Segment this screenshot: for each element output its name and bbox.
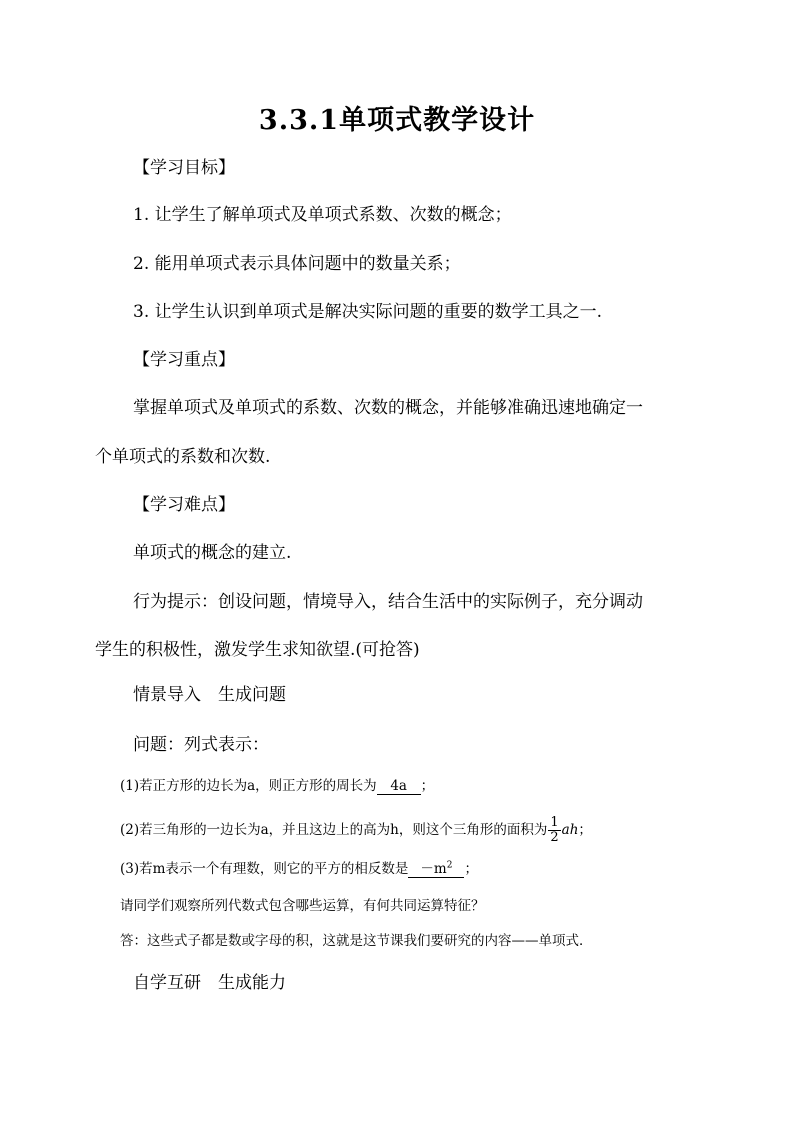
keypoints-heading: 【学习重点】 — [133, 350, 235, 370]
fraction-numerator: 1 — [550, 815, 559, 830]
question-3-answer-base: －m — [420, 861, 447, 877]
objective-item-2: 2. 能用单项式表示具体问题中的数量关系； — [133, 254, 461, 274]
question-2 — [120, 812, 592, 848]
question-1-answer: 4a — [377, 778, 421, 795]
objectives-heading: 【学习目标】 — [133, 158, 235, 178]
question-1 — [120, 776, 434, 796]
behavior-tip-line1: 行为提示：创设问题，情境导入，结合生活中的实际例子，充分调动 — [133, 592, 643, 612]
behavior-tip-line2: 学生的积极性，激发学生求知欲望.(可抢答) — [95, 640, 420, 660]
objective-item-3: 3. 让学生认识到单项式是解决实际问题的重要的数学工具之一. — [133, 302, 603, 322]
question-1-prefix: (1)若正方形的边长为a，则正方形的周长为 — [120, 778, 377, 794]
difficulties-text: 单项式的概念的建立. — [133, 543, 292, 563]
observation-prompt: 请同学们观察所列代数式包含哪些运算，有何共同运算特征？ — [120, 898, 485, 914]
answer-text: 答：这些式子都是数或字母的积，这就是这节课我们要研究的内容——单项式． — [120, 933, 593, 949]
question-2-suffix: ； — [578, 822, 592, 838]
question-3-answer — [408, 861, 464, 878]
question-2-prefix: (2)若三角形的一边长为a，并且这边上的高为h，则这个三角形的面积为 — [120, 822, 548, 838]
fraction-denominator: 2 — [550, 830, 559, 845]
keypoints-text-line1: 掌握单项式及单项式的系数、次数的概念，并能够准确迅速地确定一 — [133, 398, 643, 418]
question-intro: 问题：列式表示： — [133, 735, 269, 755]
section-heading-selfstudy: 自学互研 生成能力 — [133, 973, 286, 993]
section-heading-situation: 情景导入 生成问题 — [133, 685, 286, 705]
question-2-fraction — [548, 816, 560, 845]
difficulties-heading: 【学习难点】 — [133, 495, 235, 515]
question-3-answer-exponent: 2 — [446, 860, 453, 871]
page-title: 3.3.1单项式教学设计 — [258, 105, 536, 136]
objective-item-1: 1. 让学生了解单项式及单项式系数、次数的概念； — [133, 205, 512, 225]
question-3-prefix: (3)若m表示一个有理数，则它的平方的相反数是 — [120, 861, 409, 877]
question-3-suffix: ； — [464, 861, 478, 877]
question-2-expression: ah — [561, 822, 579, 838]
question-3 — [120, 859, 478, 879]
question-1-suffix: ； — [420, 778, 435, 794]
keypoints-text-line2: 个单项式的系数和次数. — [95, 447, 271, 467]
